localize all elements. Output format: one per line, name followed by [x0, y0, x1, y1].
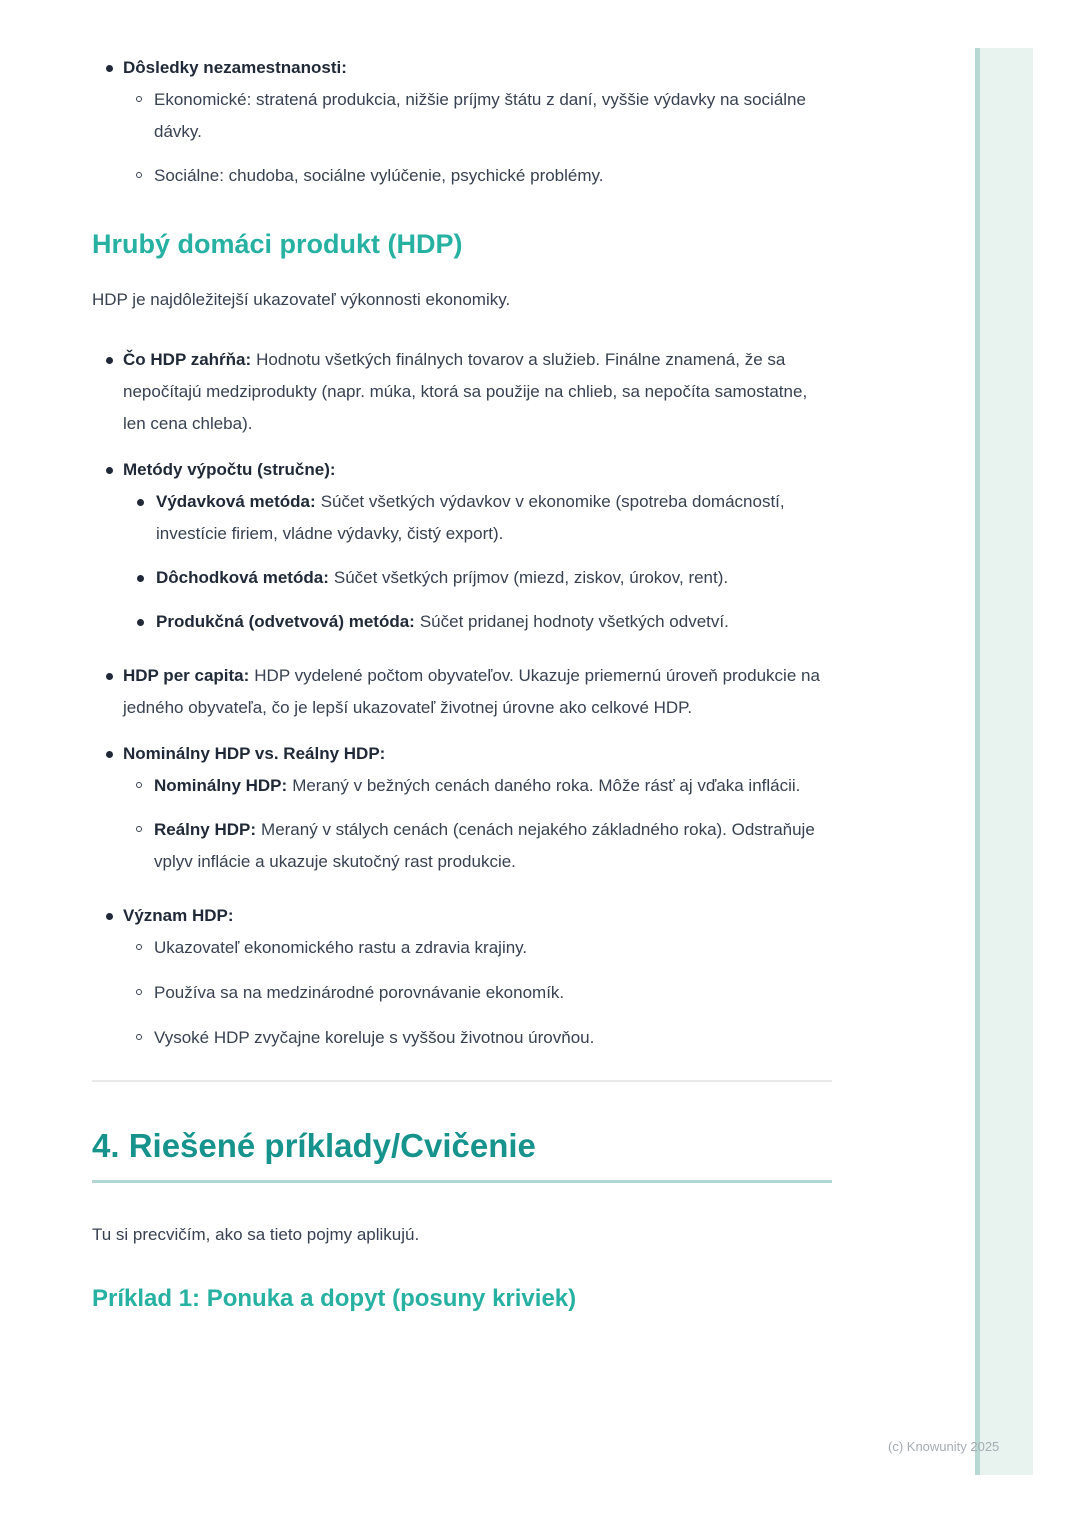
list-item-text: Vysoké HDP zvyčajne koreluje s vyššou životnou úrovňou.: [154, 1028, 595, 1047]
bullet-disc-icon: [106, 913, 113, 920]
bullet-disc-icon: [137, 619, 144, 626]
list-item-label: [123, 900, 832, 932]
bullet-circle-icon: [136, 944, 142, 950]
list-item-economic: [92, 84, 832, 148]
bullet-disc-icon: [106, 751, 113, 758]
list-item-body: Súčet všetkých výdavkov v ekonomike (spotreba domácností, investície firiem, vládne výdavky, čistý export).: [156, 492, 785, 543]
list-item-text: [156, 562, 832, 594]
list-item-bold-lead: Nominálny HDP vs. Reálny HDP:: [123, 744, 386, 763]
list-item-text: [154, 814, 832, 878]
list-item-significance-3: [92, 1022, 832, 1054]
list-item-income-method: [92, 562, 832, 594]
section-divider: [92, 1080, 832, 1082]
bullet-circle-icon: [136, 782, 142, 788]
list-item-text: [156, 486, 832, 550]
list-item-text: Používa sa na medzinárodné porovnávanie ekonomík.: [154, 983, 565, 1002]
list-item-what-hdp-includes: [92, 344, 832, 440]
bullet-disc-icon: [137, 499, 144, 506]
list-item-body: Hodnotu všetkých finálnych tovarov a služieb. Finálne znamená, že sa nepočítajú medziprodukty (napr. múka, ktorá sa použije na chlieb, sa nepočíta samostatne, len cena chleba).: [123, 350, 808, 433]
list-item-methods-title: [92, 454, 832, 486]
bullet-circle-icon: [136, 96, 142, 102]
list-item-text: Sociálne: chudoba, sociálne vylúčenie, psychické problémy.: [154, 166, 604, 185]
list-item-body: HDP vydelené počtom obyvateľov. Ukazuje priemernú úroveň produkcie na jedného obyvateľa, čo je lepší ukazovateľ životnej úrovne ako celkové HDP.: [123, 666, 820, 717]
bullet-disc-icon: [106, 357, 113, 364]
section-heading-examples: 4. Riešené príklady/Cvičenie: [92, 1124, 832, 1183]
list-item-bold-lead: Dôsledky nezamestnanosti:: [123, 58, 347, 77]
list-item-body: Meraný v stálych cenách (cenách nejakého základného roka). Odstraňuje vplyv inflácie a ukazuje skutočný rast produkcie.: [154, 820, 815, 871]
list-item-nominal-hdp: [92, 770, 832, 802]
list-item-label: [123, 52, 832, 84]
list-item-text: Ekonomické: stratená produkcia, nižšie príjmy štátu z daní, vyššie výdavky na sociálne dávky.: [154, 90, 806, 141]
list-item-bold-lead: Reálny HDP:: [154, 820, 257, 839]
list-item-body: Súčet všetkých príjmov (miezd, ziskov, úrokov, rent).: [333, 568, 729, 587]
list-item-text: [154, 770, 832, 802]
list-item-bold-lead: Produkčná (odvetvová) metóda:: [156, 612, 415, 631]
list-item-production-method: [92, 606, 832, 638]
list-item-nominal-vs-real-title: [92, 738, 832, 770]
bullet-circle-icon: [136, 989, 142, 995]
watermark: (c) Knowunity 2025: [888, 1439, 1000, 1454]
list-item-expenditure-method: [92, 486, 832, 550]
list-item-body: Meraný v bežných cenách daného roka. Môže rásť aj vďaka inflácii.: [292, 776, 801, 795]
list-item-text: [123, 344, 832, 440]
section-heading-hdp: Hrubý domáci produkt (HDP): [92, 229, 463, 259]
bullet-disc-icon: [137, 575, 144, 582]
list-item-body: Súčet pridanej hodnoty všetkých odvetví.: [419, 612, 729, 631]
list-item-real-hdp: [92, 814, 832, 878]
list-item-bold-lead: Metódy výpočtu (stručne):: [123, 460, 336, 479]
list-item-text: [156, 606, 832, 638]
list-item-significance-1: [92, 932, 832, 964]
list-item-text: Ukazovateľ ekonomického rastu a zdravia krajiny.: [154, 938, 528, 957]
list-item-bold-lead: Čo HDP zahŕňa:: [123, 350, 252, 369]
list-item-bold-lead: Výdavková metóda:: [156, 492, 316, 511]
examples-intro-paragraph: Tu si precvičím, ako sa tieto pojmy aplikujú.: [92, 1225, 420, 1244]
list-item-consequences-title: [92, 52, 832, 84]
hdp-intro-paragraph: HDP je najdôležitejší ukazovateľ výkonnosti ekonomiky.: [92, 290, 511, 309]
list-item-bold-lead: Dôchodková metóda:: [156, 568, 329, 587]
side-accent-bar: [975, 48, 1033, 1475]
bullet-circle-icon: [136, 172, 142, 178]
list-item-text: [123, 660, 832, 724]
bullet-disc-icon: [106, 65, 113, 72]
list-item-hdp-per-capita: [92, 660, 832, 724]
list-item-bold-lead: Nominálny HDP:: [154, 776, 288, 795]
bullet-disc-icon: [106, 467, 113, 474]
list-item-label: [123, 738, 832, 770]
list-item-bold-lead: HDP per capita:: [123, 666, 250, 685]
list-item-significance-title: [92, 900, 832, 932]
list-item-significance-2: [92, 977, 832, 1009]
list-item-bold-lead: Význam HDP:: [123, 906, 234, 925]
bullet-circle-icon: [136, 1034, 142, 1040]
bullet-disc-icon: [106, 673, 113, 680]
bullet-circle-icon: [136, 826, 142, 832]
example1-heading: Príklad 1: Ponuka a dopyt (posuny kriviek): [92, 1285, 577, 1312]
list-item-label: [123, 454, 832, 486]
list-item-social: [92, 160, 832, 192]
document-content: [92, 52, 832, 1315]
